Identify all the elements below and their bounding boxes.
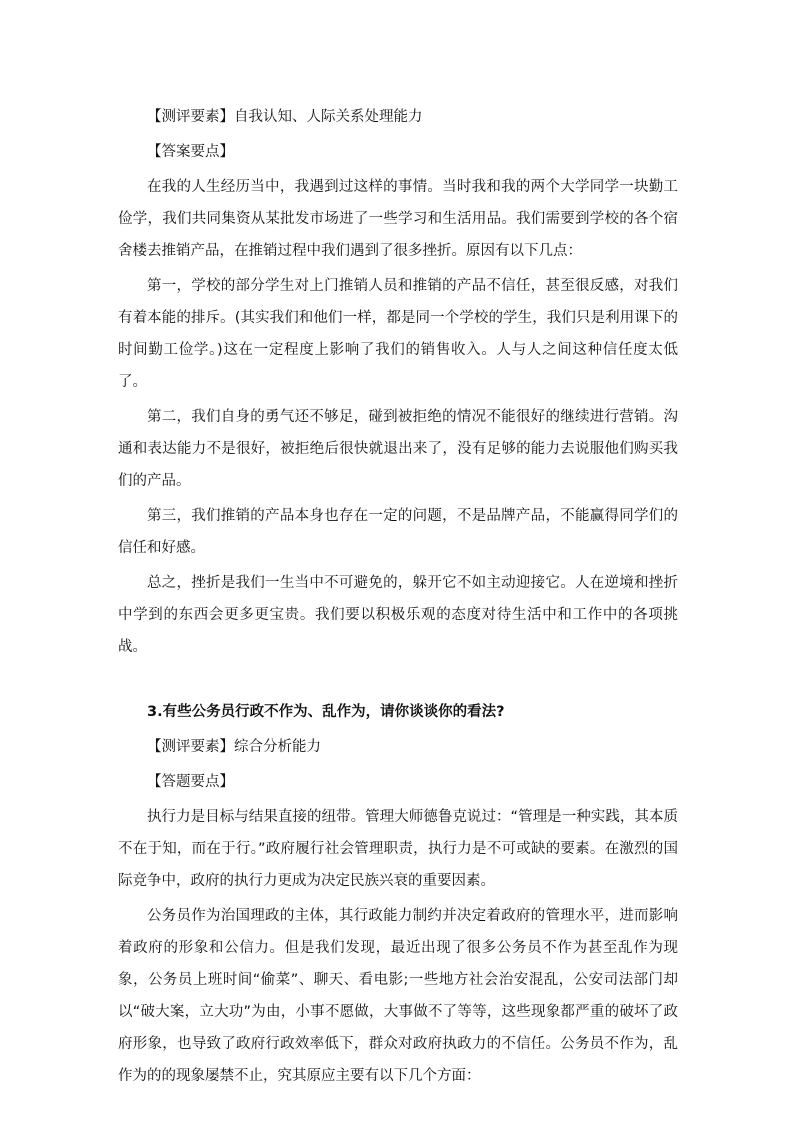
paragraph: 执行力是目标与结果直接的纽带。管理大师德鲁克说过：“管理是一种实践，其本质不在于知，而在于行。”政府履行社会管理职责，执行力是不可或缺的要素。在激烈的国际竞争中，政府的执行力更成为决定民族兴衰的重要因素。 (118, 809, 678, 889)
section-gap (118, 666, 678, 696)
paragraph: 在我的人生经历当中，我遇到过这样的事情。当时我和我的两个大学同学一块勤工俭学，我们共同集资从某批发市场进了一些学习和生活用品。我们需要到学校的各个宿舍楼去推销产品，在推销过程中我们遇到了很多挫折。原因有以下几点： (118, 179, 678, 259)
eval-elements-label-1: 【测评要素】自我认知、人际关系处理能力 (147, 109, 423, 125)
paragraph: 第一，学校的部分学生对上门推销人员和推销的产品不信任，甚至很反感，对我们有着本能的排斥。(其实我们和他们一样，都是同一个学校的学生，我们只是利用课下的时间勤工俭学。)这在一定程度上影响了我们的销售收入。人与人之间这种信任度太低了。 (118, 278, 678, 390)
answer-points-label-1: 【答案要点】 (147, 144, 234, 160)
question-heading: 3.有些公务员行政不作为、乱作为，请你谈谈你的看法? (147, 704, 505, 720)
paragraph: 第三，我们推销的产品本身也存在一定的问题，不是品牌产品，不能赢得同学们的信任和好感。 (118, 508, 678, 556)
document-body (118, 101, 678, 1095)
eval-elements-label-2: 【测评要素】综合分析能力 (147, 739, 321, 755)
paragraph: 第二，我们自身的勇气还不够足，碰到被拒绝的情况不能很好的继续进行营销。沟通和表达能力不是很好，被拒绝后很快就退出来了，没有足够的能力去说服他们购买我们的产品。 (118, 409, 678, 489)
paragraph: 公务员作为治国理政的主体，其行政能力制约并决定着政府的管理水平，进而影响着政府的形象和公信力。但是我们发现，最近出现了很多公务员不作为甚至乱作为现象，公务员上班时间“偷菜”、聊天、看电影;一些地方社会治安混乱，公安司法部门却以“破大案，立大功”为由，小事不愿做，大事做不了等等，这些现象都严重的破坏了政府形象，也导致了政府行政效率低下，群众对政府执政力的不信任。公务员不作为，乱作为的的现象屡禁不止，究其原应主要有以下几个方面： (118, 908, 678, 1084)
answer-points-label-2: 【答题要点】 (147, 774, 234, 790)
paragraph: 总之，挫折是我们一生当中不可避免的，躲开它不如主动迎接它。人在逆境和挫折中学到的东西会更多更宝贵。我们要以积极乐观的态度对待生活中和工作中的各项挑战。 (118, 575, 678, 655)
